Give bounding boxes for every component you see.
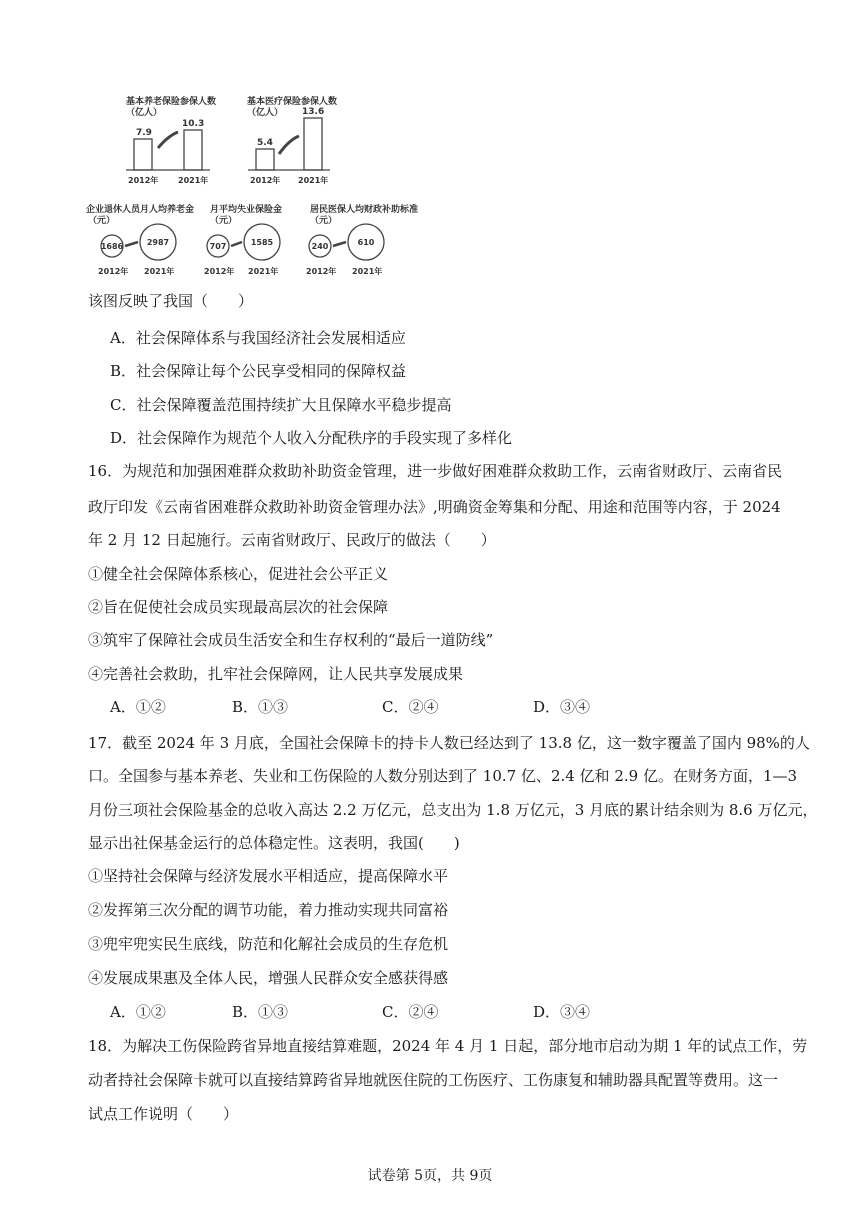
chart2-title: 基本医疗保险参保人数: [247, 97, 338, 107]
chart5-unit: （元）: [310, 216, 338, 226]
chart3-label-2012: 1686: [100, 242, 124, 251]
q15-option-a: A．社会保障体系与我国经济社会发展相适应: [110, 329, 406, 347]
q16-statement-3: ③筑牢了保障社会成员生活安全和生存权利的“最后一道防线”: [88, 631, 494, 649]
q16-option-d: D．③④: [533, 698, 591, 716]
chart4-x-2021: 2021年: [248, 267, 279, 276]
chart1-label-2012: 7.9: [136, 128, 152, 138]
chart1-x-2012: 2012年: [128, 176, 159, 185]
q17-stem-line2: 口。全国参与基本养老、失业和工伤保险的人数分别达到了 10.7 亿、2.4 亿和 2.9 亿。在财务方面，1—3: [88, 767, 798, 785]
chart4-unit: （元）: [210, 216, 238, 226]
q15-option-b: B．社会保障让每个公民享受相同的保障权益: [110, 362, 407, 380]
chart4-title: 月平均失业保险金: [210, 205, 283, 215]
social-security-figure: [82, 84, 422, 284]
q16-statement-2: ②旨在促使社会成员实现最高层次的社会保障: [88, 598, 389, 616]
chart4-label-2021: 1585: [250, 238, 274, 247]
chart3-label-2021: 2987: [146, 238, 170, 247]
chart1-arrow: [158, 132, 178, 148]
chart3-unit: （元）: [88, 216, 116, 226]
chart3-x-2012: 2012年: [98, 267, 129, 276]
q18-stem-line1: 18．为解决工伤保险跨省异地直接结算难题，2024 年 4 月 1 日起，部分地市启动为期 1 年的试点工作，劳: [88, 1037, 808, 1055]
page-footer: 试卷第 5页，共 9页: [367, 1168, 493, 1184]
chart1-bar-2021: [184, 130, 202, 170]
chart3-x-2021: 2021年: [144, 267, 175, 276]
q17-stem-line3: 月份三项社会保险基金的总收入高达 2.2 万亿元，总支出为 1.8 万亿元，3 月底的累计结余则为 8.6 万亿元，: [88, 801, 818, 819]
q17-option-a: A．①②: [110, 1003, 166, 1021]
chart2-arrow: [279, 136, 299, 154]
chart5-label-2021: 610: [357, 238, 375, 247]
q15-stem: 该图反映了我国（ ）: [88, 292, 254, 310]
q17-stem-line4: 显示出社保基金运行的总体稳定性。这表明，我国( ): [88, 834, 460, 852]
q17-option-c: C．②④: [382, 1003, 439, 1021]
chart2-x-2012: 2012年: [250, 176, 281, 185]
chart1-label-2021: 10.3: [182, 119, 205, 129]
q17-option-b: B．①③: [232, 1003, 289, 1021]
q15-option-d: D．社会保障作为规范个人收入分配秩序的手段实现了多样化: [110, 429, 513, 447]
q16-stem-line1: 16．为规范和加强困难群众救助补助资金管理，进一步做好困难群众救助工作，云南省财政厅、云南省民: [88, 462, 783, 480]
q18-stem-line3: 试点工作说明（ ）: [88, 1105, 239, 1123]
chart1-unit: （亿人）: [126, 108, 163, 118]
chart2-label-2012: 5.4: [257, 138, 273, 148]
chart2-bar-2012: [256, 149, 274, 170]
chart5-label-2012: 240: [311, 242, 329, 251]
q15-option-c: C．社会保障覆盖范围持续扩大且保障水平稳步提高: [110, 396, 452, 414]
q16-stem-line2: 政厅印发《云南省困难群众救助补助资金管理办法》,明确资金筹集和分配、用途和范围等内容，于 2024: [88, 498, 781, 516]
chart1-x-2021: 2021年: [178, 176, 209, 185]
chart5-arrow: [333, 242, 346, 246]
q16-option-b: B．①③: [232, 698, 289, 716]
chart4-arrow: [231, 242, 242, 246]
q17-statement-2: ②发挥第三次分配的调节功能，着力推动实现共同富裕: [88, 901, 449, 919]
chart1-bar-2012: [134, 139, 152, 170]
figure-svg: [82, 84, 422, 284]
q16-statement-4: ④完善社会救助，扎牢社会保障网，让人民共享发展成果: [88, 665, 464, 683]
chart1-title: 基本养老保险参保人数: [126, 97, 217, 107]
chart2-unit: （亿人）: [247, 108, 284, 118]
chart4-x-2012: 2012年: [204, 267, 235, 276]
chart4-label-2012: 707: [209, 242, 227, 251]
chart3-arrow: [125, 242, 138, 246]
chart5-x-2012: 2012年: [306, 267, 337, 276]
q17-statement-4: ④发展成果惠及全体人民，增强人民群众安全感获得感: [88, 969, 449, 987]
chart5-title: 居民医保人均财政补助标准: [310, 205, 419, 215]
q17-statement-1: ①坚持社会保障与经济发展水平相适应，提高保障水平: [88, 867, 449, 885]
q17-statement-3: ③兜牢兜实民生底线，防范和化解社会成员的生存危机: [88, 935, 449, 953]
q16-stem-line3: 年 2 月 12 日起施行。云南省财政厅、民政厅的做法（ ）: [88, 531, 496, 549]
q17-stem-line1: 17．截至 2024 年 3 月底，全国社会保障卡的持卡人数已经达到了 13.8 亿，这一数字覆盖了国内 98%的人: [88, 734, 810, 752]
chart3-title: 企业退休人员月人均养老金: [86, 205, 195, 215]
q16-statement-1: ①健全社会保障体系核心，促进社会公平正义: [88, 565, 389, 583]
q16-option-a: A．①②: [110, 698, 166, 716]
chart2-label-2021: 13.6: [302, 107, 325, 117]
chart2-bar-2021: [304, 118, 322, 170]
chart2-x-2021: 2021年: [298, 176, 329, 185]
q16-option-c: C．②④: [382, 698, 439, 716]
q18-stem-line2: 动者持社会保障卡就可以直接结算跨省异地就医住院的工伤医疗、工伤康复和辅助器具配置等费用。这一: [88, 1071, 779, 1089]
chart5-x-2021: 2021年: [352, 267, 383, 276]
q17-option-d: D．③④: [533, 1003, 591, 1021]
